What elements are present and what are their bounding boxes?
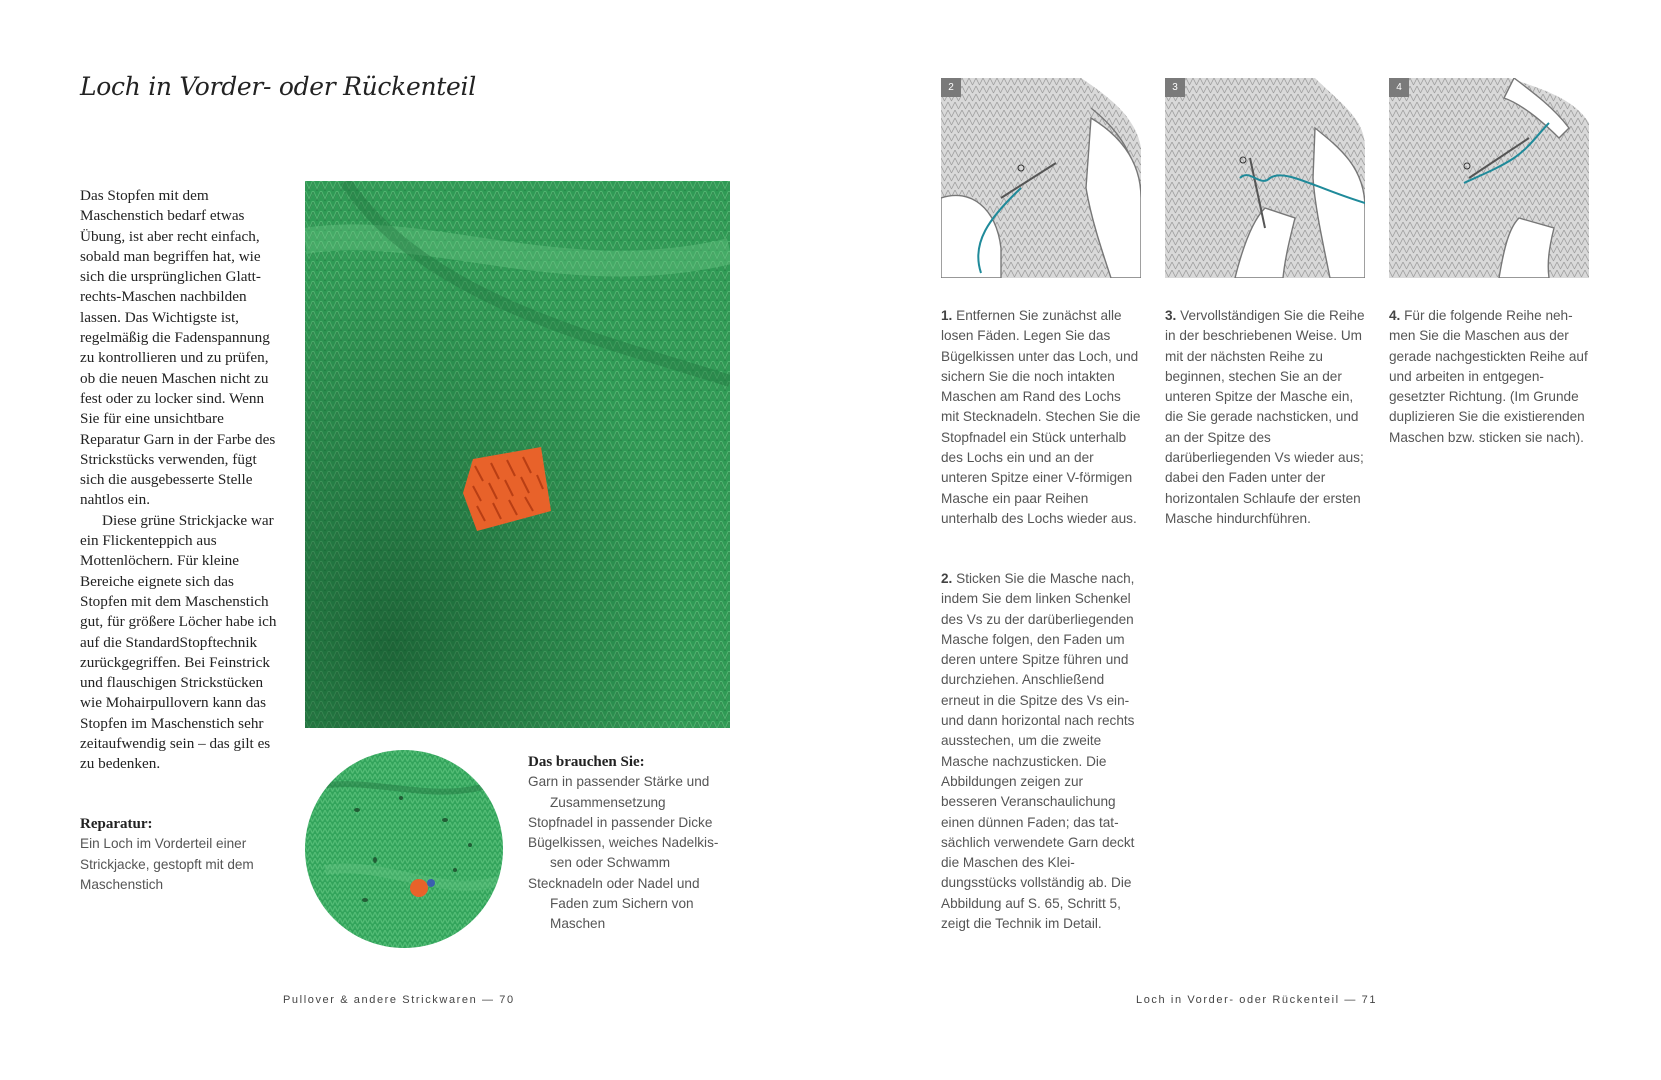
- photo-caption: [80, 814, 280, 895]
- supply-item: Stecknadeln oder Nadel und Faden zum Sichern von Maschen: [528, 875, 700, 932]
- step-1-text: [941, 306, 1141, 529]
- supplies-title: Das brauchen Sie:: [528, 754, 645, 770]
- page-folio-right: Loch in Vorder- oder Rückenteil — 71: [1136, 994, 1378, 1006]
- step-2-illustration: [941, 78, 1141, 278]
- intro-text: [80, 186, 280, 775]
- step-4-illustration: [1389, 78, 1589, 278]
- step-4-number: 4.: [1389, 308, 1401, 323]
- step-2-number: 2.: [941, 571, 953, 586]
- figure-number-3: 3: [1165, 78, 1185, 97]
- step-3-number: 3.: [1165, 308, 1177, 323]
- caption-heading: Reparatur:: [80, 816, 153, 832]
- left-page: [0, 0, 830, 1080]
- step-1-body: Entfernen Sie zunächst alle losen Fäden. Legen Sie das Bügelkissen unter das Loch, und sichern Sie die noch intakten Maschen am Rand des Lochs mit Stecknadeln. Stechen Sie die Stopfnadel ein Stück unterhalb des Lochs ein und an der unteren Spitze einer V-förmigen Masche ein paar Reihen unterhalb des Lochs wieder aus.: [941, 308, 1141, 526]
- step-2-text: [941, 569, 1141, 934]
- supplies-list: [528, 752, 728, 935]
- figure-number-2: 2: [941, 78, 961, 97]
- intro-paragraph-2: Diese grüne Strickjacke war ein Flickenteppich aus Mottenlöchern. Für kleine Bereiche eignete sich das Stopfen mit dem Maschenstich gut, für größere Löcher habe ich auf die StandardStopftechnik zurückgegriffen. Bei Feinstrick und flauschigen Strickstücken wie Mohairpullovern kann das Stopfen im Maschenstich sehr zeitaufwendig sein – das gilt es zu bedenken.: [80, 511, 277, 773]
- right-page: [830, 0, 1661, 1080]
- intro-paragraph-1: Das Stopfen mit dem Maschenstich bedarf etwas Übung, ist aber recht einfach, sobald man begriffen hat, wie sich die ursprünglichen Glatt-rechts-Maschen nachbilden lassen. Das Wichtigste ist, regelmäßig die Fadenspannung zu kontrollieren und zu prüfen, ob die neuen Maschen nicht zu fest oder zu locker sind. Wenn Sie für eine unsichtbare Reparatur Garn in der Farbe des Strickstücks verwenden, fügt sich die ausgebesserte Stelle nahtlos ein.: [80, 187, 276, 509]
- step-2-body: Sticken Sie die Masche nach, indem Sie dem linken Schenkel des Vs zu der darüberliegenden Masche folgen, den Faden um deren untere Spitze führen und durchziehen. Anschließend erneut in die Spitze des Vs ein- und dann horizontal nach rechts ausstechen, um die zweite Masche nachzusticken. Die Abbildungen zeigen zur besseren Veranschaulichung einen dünnen Faden; das tatsächlich verwendete Garn deckt die Maschen des Kleidungsstücks vollständig ab. Die Abbildung auf S. 65, Schritt 5, zeigt die Technik im Detail.: [941, 571, 1135, 932]
- step-4-body: Für die folgende Reihe nehmen Sie die Maschen aus der gerade nachgestickten Reihe auf und arbeiten in entgegengesetzter Richtung. (Im Grunde duplizieren Sie die existierenden Maschen bzw. sticken sie nach).: [1389, 308, 1588, 445]
- supplies-items: [528, 772, 728, 934]
- step-4-text: [1389, 306, 1589, 448]
- step-3-illustration: [1165, 78, 1365, 278]
- figure-number-4: 4: [1389, 78, 1409, 97]
- step-1-number: 1.: [941, 308, 953, 323]
- supply-item: Bügelkissen, weiches Nadelkissen oder Schwamm: [528, 835, 719, 871]
- page-title: Loch in Vorder- oder Rückenteil: [80, 72, 476, 101]
- step-3-text: [1165, 306, 1365, 529]
- step-3-body: Vervollständigen Sie die Reihe in der beschriebenen Weise. Um mit der nächsten Reihe zu beginnen, stechen Sie an der unteren Spitze der Masche ein, die Sie gerade nachsticken, und an der Spitze des darüberliegenden Vs wieder aus; dabei den Faden unter der horizontalen Schlaufe der ersten Masche hindurchführen.: [1165, 308, 1365, 526]
- supply-item: Garn in passender Stärke und Zusammensetzung: [528, 774, 710, 810]
- caption-text: Ein Loch im Vorderteil einer Strickjacke, gestopft mit dem Maschenstich: [80, 836, 254, 892]
- supply-item: Stopfnadel in passender Dicke: [528, 814, 713, 830]
- page-folio-left: Pullover & andere Strickwaren — 70: [283, 994, 515, 1006]
- sweater-darn-photo: [305, 181, 730, 728]
- sweater-closeup-circle: [305, 750, 503, 948]
